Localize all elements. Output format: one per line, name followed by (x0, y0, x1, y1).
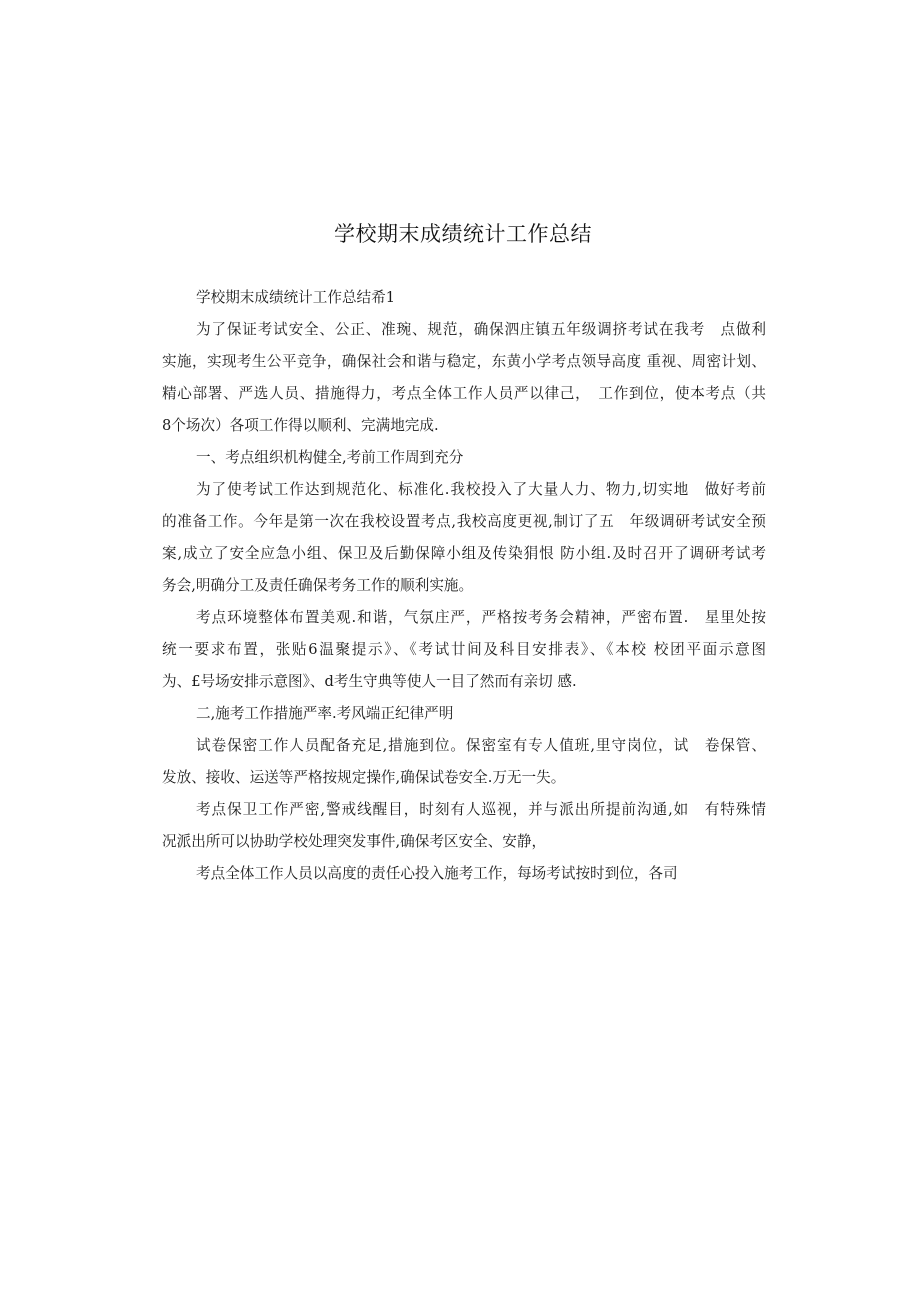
paragraph-3-line-2: 统一要求布置，张贴6温聚提示》、《考试廿间及科目安排表》、《本校 校团平面示意图 (162, 641, 766, 658)
paragraph-1-line-4: 8个场次）各项工作得以顺利、完满地完成. (162, 417, 439, 434)
section-heading-2: 二,施考工作措施严率.考风端正纪律严明 (196, 705, 454, 722)
paragraph-1-line-1: 为了保证考试安全、公正、准琬、规范，确保泗庄镇五年级调挤考试在我考 点做利 (196, 321, 766, 338)
paragraph-3-line-1: 考点环境整体布置美观.和谐，气氛庄严，严格按考务会精神，严密布置. 星里处按 (196, 609, 766, 626)
paragraph-2-line-3: 案,成立了安全应急小组、保卫及后勤保障小组及传染狷恨 防小组.及时召开了调研考试考 (162, 545, 766, 562)
paragraph-1-line-3: 精心部署、严选人员、措施得力，考点全体工作人员严以律己， 工作到位，使本考点（共 (162, 385, 766, 402)
document-title: 学校期末成绩统计工作总结 (334, 222, 592, 246)
paragraph-4-line-1: 试卷保密工作人员配备充足,措施到位。保密室有专人值班,里守岗位，试 卷保管、 (196, 737, 766, 754)
paragraph-5-line-2: 况派出所可以协助学校处理突发事件,确保考区安全、安静， (162, 833, 547, 850)
paragraph-3-line-3: 为、£号场安排示意图》、d考生守典等使人一目了然而有亲切 感. (162, 673, 577, 690)
paragraph-2-line-2: 的准备工作。今年是第一次在我校设置考点,我校高度更视,制订了五 年级调研考试安全预 (162, 513, 766, 530)
paragraph-6-line-1: 考点全体工作人员以高度的责任心投入施考工作，每场考试按时到位，各司 (196, 865, 678, 882)
section-heading-1: 一、考点组织机构健全,考前工作周到充分 (196, 449, 464, 466)
document-body (162, 282, 766, 890)
paragraph-2-line-4: 务会,明确分工及责任确保考务工作的顺利实施。 (162, 577, 474, 594)
paragraph-4-line-2: 发放、接收、运送等严格按规定操作,确保试卷安全.万无一失。 (162, 769, 566, 786)
document-subtitle: 学校期末成绩统计工作总结希1 (196, 289, 396, 306)
paragraph-1-line-2: 实施，实现考生公平竞争，确保社会和谐与稳定，东黄小学考点领导高度 重视、周密计划、 (162, 353, 766, 370)
paragraph-2-line-1: 为了使考试工作达到规范化、标准化.我校投入了大量人力、物力,切实地 做好考前 (196, 481, 766, 498)
paragraph-5-line-1: 考点保卫工作严密,警戒线醒目，时刻有人巡视，并与派出所提前沟通,如 有特殊情 (196, 801, 766, 818)
